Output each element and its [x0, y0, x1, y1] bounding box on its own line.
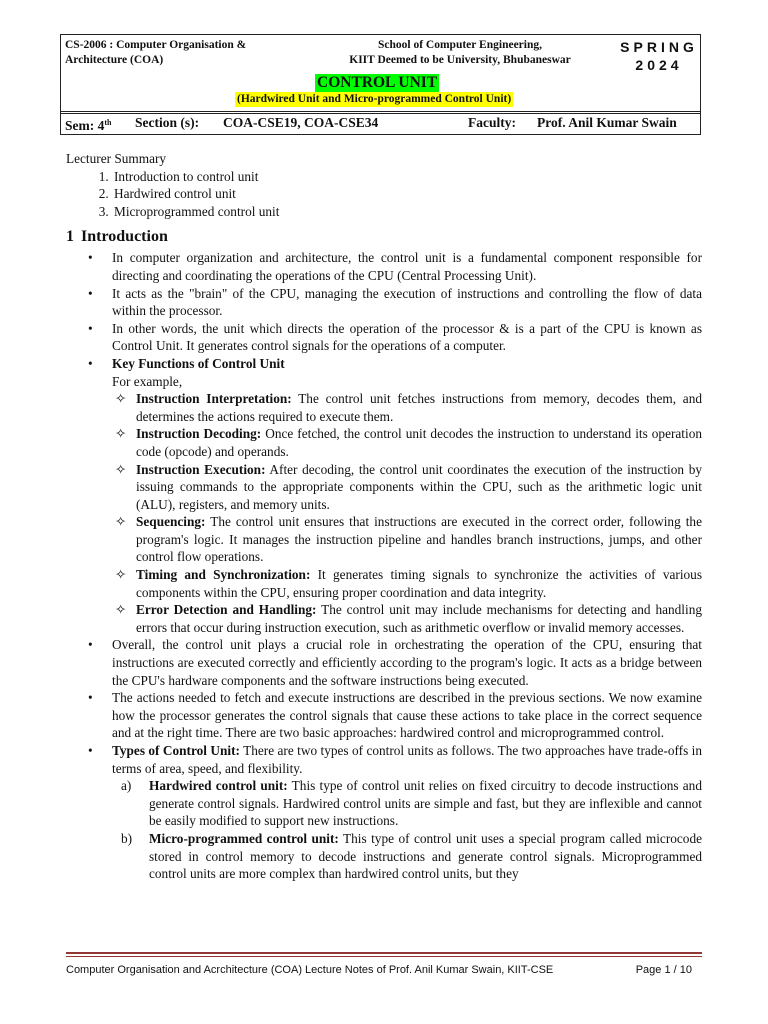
list-item: • It acts as the "brain" of the CPU, managing the execution of instructions and controlling the flow of data within the processor.: [66, 285, 702, 320]
list-item: • The actions needed to fetch and execute instructions are described in the previous sections. We now examine how the processor generates the control signals that cause these actions to take place in the correct sequence and at the right time. There are two basic approaches: hardwired control and microprogrammed control.: [66, 689, 702, 742]
header-table: [60, 34, 701, 135]
faculty-label: Faculty:: [468, 115, 516, 130]
types-list: [112, 777, 702, 883]
summary-heading: Lecturer Summary: [66, 151, 167, 166]
diamond-bullet-icon: ✧: [115, 514, 127, 530]
types-item: • Types of Control Unit: There are two types of control units as follows. The two approaches have trade-offs in terms of area, speed, and flexibility. a) Hardwired control unit: This type of control unit relies on fixed circuitry to decode instructions and generate control signals. Hardwired control units are simple and fast, but they are inflexible and cannot be easily modified to support new instructions. b) Micro-programmed control unit: This type of control unit uses a special program called microcode stored in control memory to decode instructions and generate control signals. Microprogrammed control units are more complex than hardwired control units, but they: [66, 742, 702, 883]
summary-list: [66, 168, 702, 221]
document-title: CONTROL UNIT: [317, 74, 438, 91]
diamond-bullet-icon: ✧: [115, 602, 127, 618]
list-item: ✧ Instruction Decoding: Once fetched, the control unit decodes the instruction to understand its operation code (opcode) and operands.: [115, 426, 702, 459]
list-item: 3. Microprogrammed control unit: [112, 203, 702, 221]
page-number: Page 1 / 10: [635, 964, 692, 976]
lecture-content: [66, 150, 702, 883]
footer-rule: [66, 952, 702, 954]
key-functions-list: [112, 390, 702, 636]
list-item: ✧ Instruction Interpretation: The control unit fetches instructions from memory, decodes them, and determines the actions required to execute them.: [115, 391, 703, 424]
list-item: 1. Introduction to control unit: [112, 168, 702, 186]
list-item: ✧ Error Detection and Handling: The control unit may include mechanisms for detecting and handling errors that occur during instruction execution, such as arithmetic overflow or invalid memory accesses.: [115, 602, 702, 635]
term-label: SPRING 2024: [620, 39, 698, 73]
list-item: • Overall, the control unit plays a crucial role in orchestrating the operation of the CPU, ensuring that instructions are executed correctly and efficiently according to the program's logic. It acts as a bridge between the CPU's hardware components and the software instructions being executed.: [66, 636, 702, 689]
diamond-bullet-icon: ✧: [115, 391, 127, 407]
key-functions-intro: For example,: [112, 373, 183, 389]
section-heading: 1 Introduction: [66, 228, 168, 246]
list-item: ✧ Timing and Synchronization: It generates timing signals to synchronize the activities of various components within the CPU, ensuring proper coordination and data integrity.: [115, 567, 702, 600]
page-footer: [66, 962, 702, 978]
list-item: b) Micro-programmed control unit: This type of control unit uses a special program called microcode stored in control memory to decode instructions and generate control signals. Microprogrammed control units are more complex than hardwired control units, but they: [121, 830, 702, 882]
footer-text: Computer Organisation and Acrchitecture (COA) Lecture Notes of Prof. Anil Kumar Swain, KIIT-CSE: [66, 964, 554, 976]
faculty-value: Prof. Anil Kumar Swain: [537, 115, 677, 130]
diamond-bullet-icon: ✧: [115, 567, 127, 583]
key-functions-heading: Key Functions of Control Unit: [112, 355, 285, 371]
key-functions-item: [66, 355, 702, 637]
list-item: ✧ Instruction Execution: After decoding, the control unit coordinates the execution of the instruction by issuing commands to the appropriate components within the CPU, such as the arithmetic logic unit (ALU), registers, and memory units.: [115, 461, 702, 512]
diamond-bullet-icon: ✧: [115, 426, 127, 442]
list-item: 2. Hardwired control unit: [112, 185, 702, 203]
diamond-bullet-icon: ✧: [115, 461, 127, 477]
list-item: ✧ Sequencing: The control unit ensures that instructions are executed in the correct order, following the program's logic. It manages the instruction pipeline and handles branch instructions, jumps, and other control flow operations.: [115, 514, 702, 565]
list-item: • In other words, the unit which directs the operation of the processor & is a part of the CPU is known as Control Unit. It generates control signals for the operations of a computer.: [66, 320, 702, 355]
intro-bullets: [66, 249, 702, 882]
semester: Sem: 4th: [65, 118, 112, 133]
section-label: Section (s):: [135, 115, 200, 130]
school-name: School of Computer Engineering, KIIT Deemed to be University, Bhubaneswar: [349, 39, 571, 66]
document-subtitle: (Hardwired Unit and Micro-programmed Control Unit): [237, 93, 512, 105]
footer-rule-thin: [66, 956, 702, 957]
list-item: • In computer organization and architecture, the control unit is a fundamental component responsible for directing and coordinating the operations of the CPU (Central Processing Unit).: [66, 249, 702, 284]
course-code: CS-2006 : Computer Organisation & Architecture (COA): [65, 39, 247, 66]
section-value: COA-CSE19, COA-CSE34: [223, 115, 379, 130]
semester-row: [65, 114, 697, 132]
list-item: a) Hardwired control unit: This type of control unit relies on fixed circuitry to decode instructions and generate control signals. Hardwired control units are simple and fast, but they are inflexible and cannot be easily modified to support new instructions.: [121, 778, 702, 829]
